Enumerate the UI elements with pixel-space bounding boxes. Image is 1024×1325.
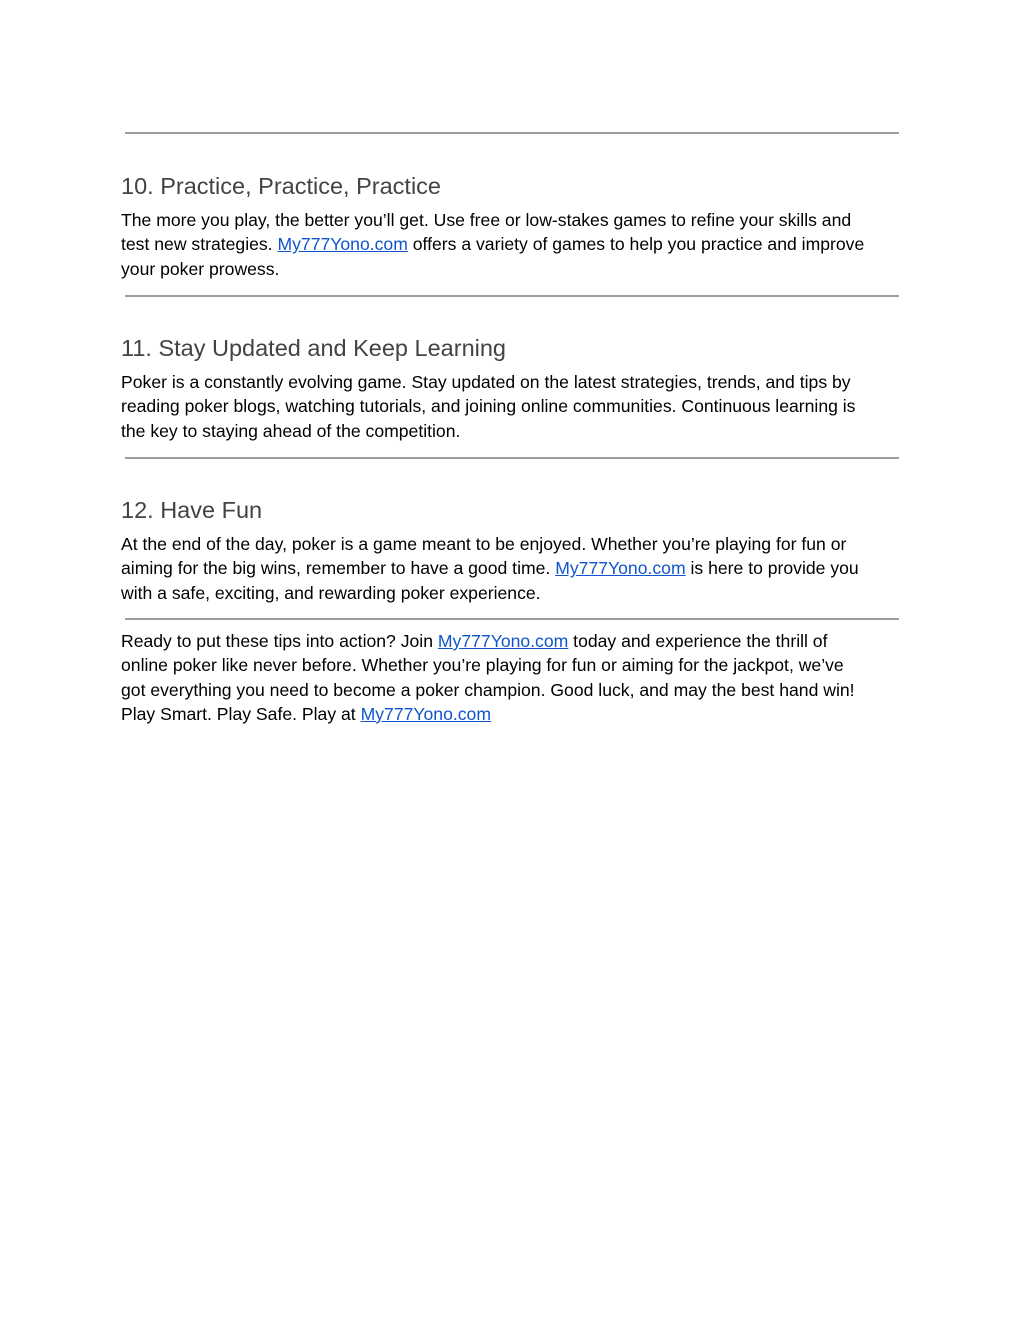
- text-run: online poker like never before. Whether you’re playing for fun or aiming for the jackpot, we’ve: [121, 655, 844, 676]
- section-body-practice: [121, 208, 911, 281]
- text-run: aiming for the big wins, remember to have a good time.: [121, 558, 556, 579]
- text-line: [121, 702, 911, 726]
- text-run: Play Smart. Play Safe. Play at: [121, 703, 361, 724]
- horizontal-rule: [125, 132, 899, 134]
- text-run: with a safe, exciting, and rewarding poker experience.: [121, 582, 541, 603]
- text-run: your poker prowess.: [121, 258, 280, 279]
- my777yono-link[interactable]: My777Yono.com: [437, 631, 569, 651]
- text-run: today and experience the thrill of: [568, 631, 828, 651]
- section-body-stay-updated: [121, 370, 911, 443]
- text-line: [121, 581, 911, 605]
- text-run: the key to staying ahead of the competition.: [121, 420, 461, 441]
- text-line: [121, 232, 911, 256]
- text-run: At the end of the day, poker is a game meant to be enjoyed. Whether you’re playing for fun or: [121, 534, 847, 554]
- text-line: [121, 532, 911, 556]
- text-line: [121, 208, 911, 232]
- text-run: Poker is a constantly evolving game. Stay updated on the latest strategies, trends, and tips by: [121, 372, 851, 392]
- text-line: [121, 419, 911, 443]
- text-line: [121, 629, 911, 653]
- text-line: [121, 653, 911, 677]
- text-run: test new strategies.: [121, 234, 278, 255]
- my777yono-link[interactable]: My777Yono.com: [277, 234, 408, 255]
- text-run: got everything you need to become a poker champion. Good luck, and may the best hand win!: [121, 679, 855, 700]
- text-line: [121, 370, 911, 394]
- my777yono-link[interactable]: My777Yono.com: [555, 558, 686, 579]
- section-heading-stay-updated: 11. Stay Updated and Keep Learning: [121, 335, 506, 361]
- text-run: is here to provide you: [685, 558, 859, 579]
- text-line: [121, 556, 911, 580]
- text-line: [121, 257, 911, 281]
- closing-paragraph: [121, 629, 911, 726]
- section-body-have-fun: [121, 532, 911, 605]
- section-heading-have-fun: 12. Have Fun: [121, 497, 263, 523]
- section-heading-practice: 10. Practice, Practice, Practice: [121, 173, 441, 199]
- horizontal-rule: [125, 457, 899, 459]
- text-run: offers a variety of games to help you practice and improve: [407, 234, 865, 255]
- my777yono-link[interactable]: My777Yono.com: [360, 703, 491, 724]
- text-line: [121, 678, 911, 702]
- text-run: The more you play, the better you’ll get. Use free or low-stakes games to refine your skills and: [121, 210, 852, 230]
- horizontal-rule: [125, 295, 899, 297]
- text-line: [121, 394, 911, 418]
- text-run: Ready to put these tips into action? Join: [121, 631, 438, 651]
- text-run: reading poker blogs, watching tutorials, and joining online communities. Continuous learning is: [121, 396, 856, 417]
- horizontal-rule: [125, 618, 899, 620]
